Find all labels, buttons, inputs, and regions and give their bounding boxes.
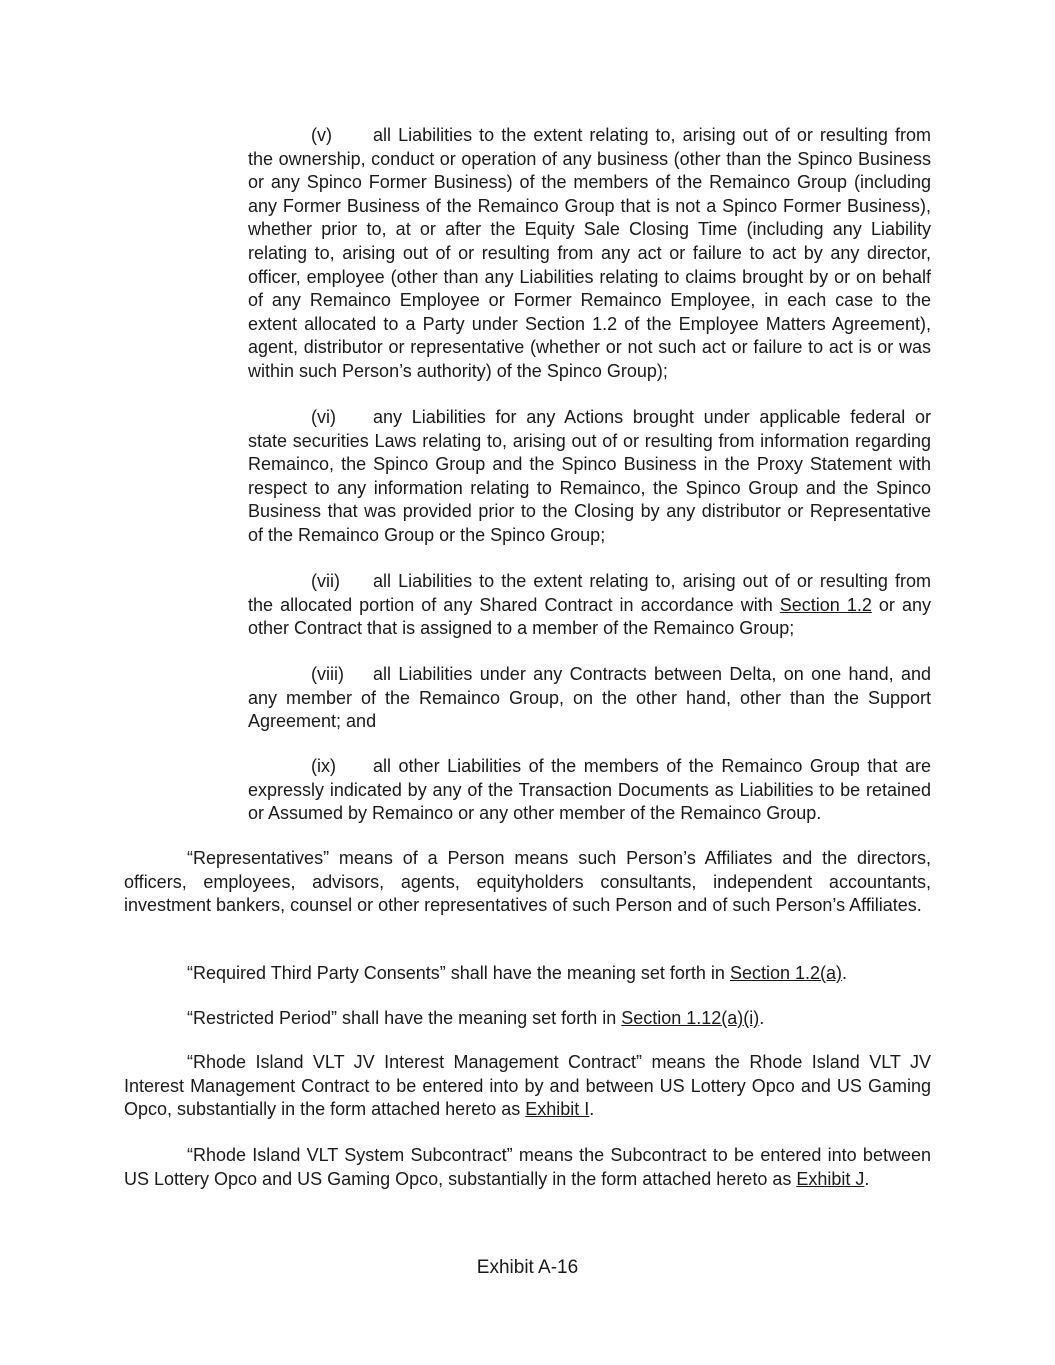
clause-text: any Liabilities for any Actions brought under applicable federal or state securities Laws relating to, arising out of or resulting from information regarding Remainco, the Spinco Group and the Spinco Business in the Proxy Statement with respect to any information relating to Remainco, the Spinco Group and the Spinco Business that was provided prior to the Closing by any distributor or Representative of the Remainco Group or the Spinco Group;	[248, 407, 931, 545]
definition-text: “Rhode Island VLT JV Interest Management Contract” means the Rhode Island VLT JV Interest Management Contract to be entered into by and between US Lottery Opco and US Gaming Opco, substantially in the form attached hereto as	[124, 1052, 931, 1120]
exhibit-reference-link[interactable]: Exhibit J	[796, 1168, 865, 1189]
definition-required-third-party-consents	[124, 962, 931, 986]
definition-ri-vlt-jv-contract	[124, 1051, 931, 1122]
section-reference-link[interactable]: Section 1.12(a)(i)	[621, 1008, 760, 1028]
definition-text: .	[589, 1099, 595, 1120]
definition-text: “Required Third Party Consents” shall have the meaning set forth in	[187, 963, 730, 983]
definition-text: “Representatives” means of a Person means such Person’s Affiliates and the directors, officers, employees, advisors, agents, equityholders consultants, independent accountants, investment bankers, counsel or other representatives of such Person and of such Person’s Affiliates.	[124, 848, 931, 916]
clause-label: (v)	[311, 125, 332, 145]
section-reference-link[interactable]: Section 1.2	[779, 594, 872, 615]
clause-label: (viii)	[311, 664, 344, 684]
clause-viii	[248, 663, 931, 734]
clause-text: all Liabilities to the extent relating to, arising out of or resulting from the ownership, conduct or operation of any business (other than the Spinco Business or any Spinco Former Business) of the members of the Remainco Group (including any Former Business of the Remainco Group that is not a Spinco Former Business), whether prior to, at or after the Equity Sale Closing Time (including any Liability relating to, arising out of or resulting from any act or failure to act by any director, officer, employee (other than any Liabilities relating to claims brought by or on behalf of any Remainco Employee or Former Remainco Employee, in each case to the extent allocated to a Party under Section 1.2 of the Employee Matters Agreement), agent, distributor or representative (whether or not such act or failure to act is or was within such Person’s authority) of the Spinco Group);	[248, 125, 931, 381]
clause-vi	[248, 406, 931, 548]
clause-v	[248, 124, 931, 384]
page-footer: Exhibit A-16	[476, 1257, 579, 1278]
definition-text: .	[864, 1168, 870, 1189]
definition-representatives	[124, 847, 931, 918]
clause-text: all other Liabilities of the members of the Remainco Group that are expressly indicated by any of the Transaction Documents as Liabilities to be retained or Assumed by Remainco or any other member of the Remainco Group.	[248, 756, 931, 824]
definition-text: .	[842, 963, 848, 983]
clause-label: (vii)	[311, 571, 340, 591]
exhibit-reference-link[interactable]: Exhibit I	[525, 1099, 590, 1120]
clause-text: all Liabilities under any Contracts between Delta, on one hand, and any member of the Remainco Group, on the other hand, other than the Support Agreement; and	[248, 664, 931, 732]
clause-text: all Liabilities to the extent relating to, arising out of or resulting from the allocated portion of any Shared Contract in accordance with	[248, 571, 931, 615]
clause-vii	[248, 570, 931, 641]
clause-text: or any other Contract that is assigned to a member of the Remainco Group;	[248, 594, 931, 639]
definition-restricted-period	[124, 1007, 931, 1031]
clause-label: (vi)	[311, 407, 336, 427]
definition-text: .	[759, 1008, 765, 1028]
definition-text: “Restricted Period” shall have the meaning set forth in	[187, 1008, 622, 1028]
section-reference-link[interactable]: Section 1.2(a)	[729, 963, 843, 983]
clause-ix	[248, 755, 931, 826]
clause-label: (ix)	[311, 756, 336, 776]
definition-ri-vlt-subcontract	[124, 1144, 931, 1191]
definition-text: “Rhode Island VLT System Subcontract” means the Subcontract to be entered into between US Lottery Opco and US Gaming Opco, substantially in the form attached hereto as	[124, 1145, 931, 1189]
